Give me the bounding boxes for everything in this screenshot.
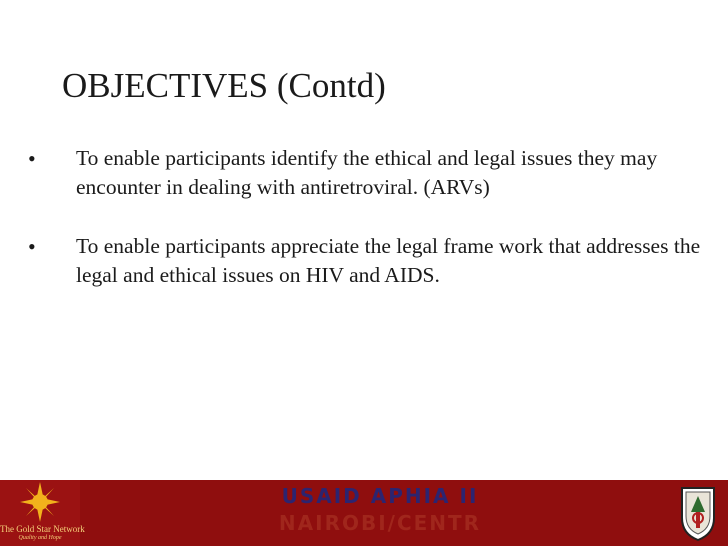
logo-name: The Gold Star Network xyxy=(0,524,85,534)
bullet-dot-icon: • xyxy=(28,146,36,171)
bullet-text: To enable participants identify the ethical and legal issues they may encounter in dealing with antiretroviral. (ARVs) xyxy=(76,146,658,199)
bullet-text: To enable participants appreciate the legal frame work that addresses the legal and ethical issues on HIV and AIDS. xyxy=(76,234,701,287)
footer-program-name: USAID APHIA II xyxy=(281,484,479,508)
gold-star-network-logo xyxy=(0,480,85,546)
bullet-list xyxy=(26,144,706,320)
bullet-item xyxy=(26,144,706,202)
logo-tagline: Quality and Hope xyxy=(18,535,62,541)
coat-of-arms-icon xyxy=(678,484,718,542)
gold-star-sun-icon xyxy=(20,482,60,522)
bullet-item xyxy=(26,232,706,290)
footer-region-name: NAIROBI/CENTR xyxy=(278,511,482,535)
bullet-dot-icon: • xyxy=(28,234,36,259)
slide-title: OBJECTIVES (Contd) xyxy=(62,66,386,105)
footer-bar xyxy=(0,480,728,546)
